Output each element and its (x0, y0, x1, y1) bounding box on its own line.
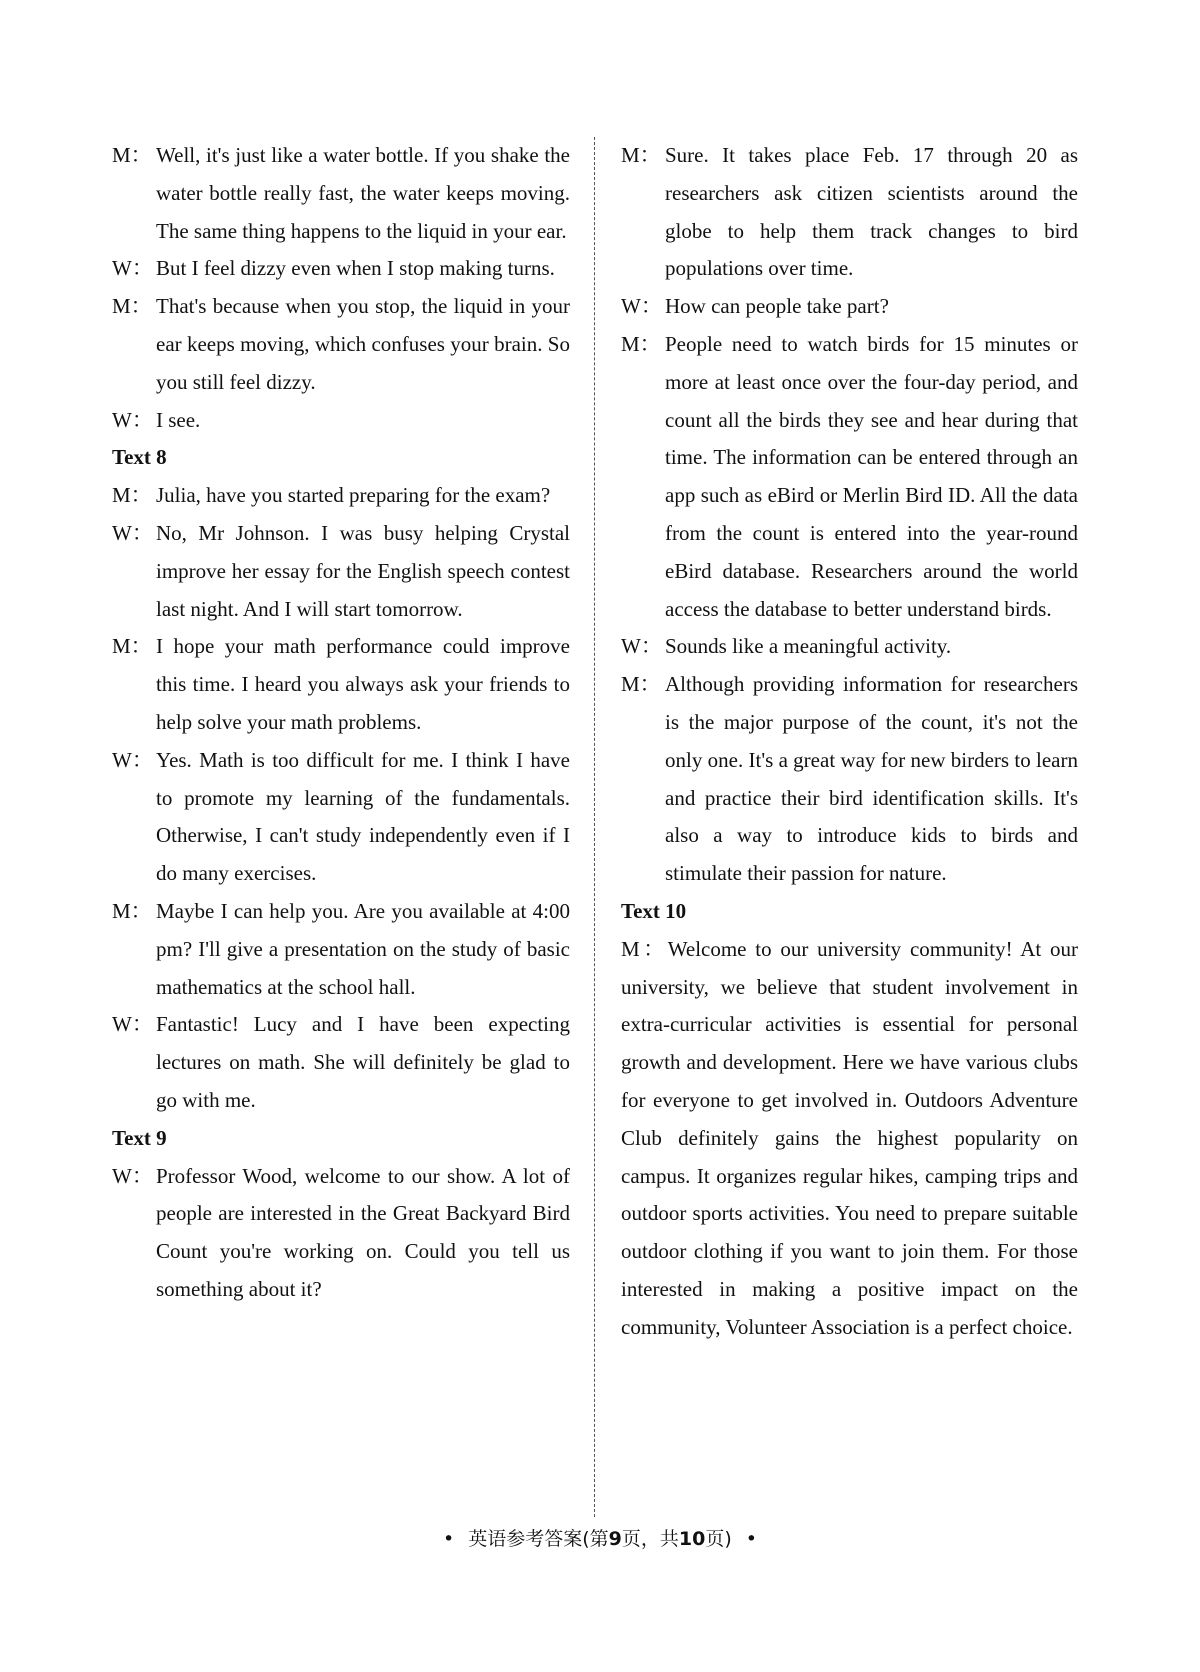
speaker-label: M： (112, 294, 152, 319)
right-column (621, 137, 1078, 1347)
dialogue-turn (112, 402, 570, 440)
dialogue-turn (621, 326, 1078, 628)
dialogue-text: People need to watch birds for 15 minutes or more at least once over the four-day period, and count all the birds they see and hear during that time. The information can be entered through an app such as eBird or Merlin Bird ID. All the data from the count is entered into the year-round eBird database. Researchers around the world access the database to better understand birds. (665, 331, 1078, 621)
speaker-label: W： (621, 294, 662, 319)
page-footer (0, 1524, 1200, 1551)
dialogue-turn (112, 288, 570, 401)
dialogue-turn (112, 628, 570, 741)
dialogue-text: No, Mr Johnson. I was busy helping Crystal improve her essay for the English speech contest last night. And I will start tomorrow. (156, 520, 570, 621)
dialogue-text: Well, it's just like a water bottle. If you shake the water bottle really fast, the water keeps moving. The same thing happens to the liquid in your ear. (156, 143, 570, 243)
dialogue-text: Although providing information for researchers is the major purpose of the count, it's not the only one. It's a great way for new birders to learn and practice their bird identification skills. It's also a way to introduce kids to birds and stimulate their passion for nature. (665, 672, 1078, 886)
dialogue-text: How can people take part? (665, 294, 889, 319)
dialogue-text: I see. (156, 407, 201, 432)
speaker-label: W： (112, 747, 153, 772)
left-column (112, 137, 570, 1309)
speaker-label: W： (112, 407, 153, 432)
dialogue-text: Yes. Math is too difficult for me. I think I have to promote my learning of the fundamentals. Otherwise, I can't study independently even if I do many exercises. (156, 747, 570, 886)
dialogue-text: That's because when you stop, the liquid in your ear keeps moving, which confuses your brain. So you still feel dizzy. (156, 294, 570, 394)
speaker-label: W： (112, 1163, 153, 1188)
dialogue-text: Fantastic! Lucy and I have been expecting lectures on math. She will definitely be glad to go with me. (156, 1012, 570, 1112)
speaker-label: W： (621, 634, 662, 659)
speaker-label: M： (621, 331, 661, 356)
dialogue-text: Sounds like a meaningful activity. (665, 634, 952, 659)
footer-bullet-right: • (745, 1528, 757, 1550)
footer-total-pages: 10 (678, 1528, 706, 1550)
dialogue-turn (621, 628, 1078, 666)
dialogue-text: Sure. It takes place Feb. 17 through 20 as researchers ask citizen scientists around the globe to help them track changes to bird populations over time. (665, 143, 1078, 281)
dialogue-turn (112, 1158, 570, 1309)
monologue-paragraph: M：Welcome to our university community! At our university, we believe that student involvement in extra-curricular activities is essential for personal growth and development. Here we have various clubs for everyone to get involved in. Outdoors Adventure Club definitely gains the highest popularity on campus. It organizes regular hikes, camping trips and outdoor sports activities. You need to prepare suitable outdoor clothing if you want to join them. For those interested in making a positive impact on the community, Volunteer Association is a perfect choice. (621, 936, 1078, 1339)
section-heading: Text 9 (112, 1125, 167, 1150)
dialogue-text: Maybe I can help you. Are you available at 4:00 pm? I'll give a presentation on the study of basic mathematics at the school hall. (156, 898, 570, 999)
dialogue-turn (112, 477, 570, 515)
dialogue-turn (112, 893, 570, 1006)
speaker-label: M： (112, 143, 152, 167)
footer-prefix: 英语参考答案(第 (468, 1528, 609, 1550)
dialogue-text: Professor Wood, welcome to our show. A lot of people are interested in the Great Backyard Bird Count you're working on. Could you tell us something about it? (156, 1163, 570, 1301)
footer-suffix: 页) (705, 1528, 732, 1550)
column-divider (594, 137, 595, 1517)
footer-bullet-left: • (443, 1528, 455, 1550)
speaker-label: W： (112, 1012, 153, 1037)
speaker-label: M： (112, 898, 152, 923)
speaker-label: W： (112, 520, 153, 545)
dialogue-text: Julia, have you started preparing for the exam? (156, 483, 551, 508)
speaker-label: M： (112, 634, 152, 659)
dialogue-text: But I feel dizzy even when I stop making turns. (156, 256, 555, 281)
dialogue-turn (112, 137, 570, 250)
footer-middle: 页，共 (621, 1528, 679, 1550)
dialogue-text: I hope your math performance could improve this time. I heard you always ask your friends to help solve your math problems. (156, 634, 570, 734)
section-heading: Text 8 (112, 445, 167, 470)
dialogue-turn (112, 250, 570, 288)
footer-page-number: 9 (608, 1528, 622, 1550)
speaker-label: W： (112, 256, 153, 281)
speaker-label: M： (112, 483, 152, 508)
dialogue-turn (621, 666, 1078, 893)
speaker-label: M： (621, 143, 661, 167)
dialogue-turn (112, 1006, 570, 1119)
dialogue-turn (112, 742, 570, 893)
dialogue-turn (112, 515, 570, 628)
section-heading: Text 10 (621, 898, 687, 923)
dialogue-turn (621, 288, 1078, 326)
speaker-label: M： (621, 672, 661, 697)
dialogue-turn (621, 137, 1078, 288)
